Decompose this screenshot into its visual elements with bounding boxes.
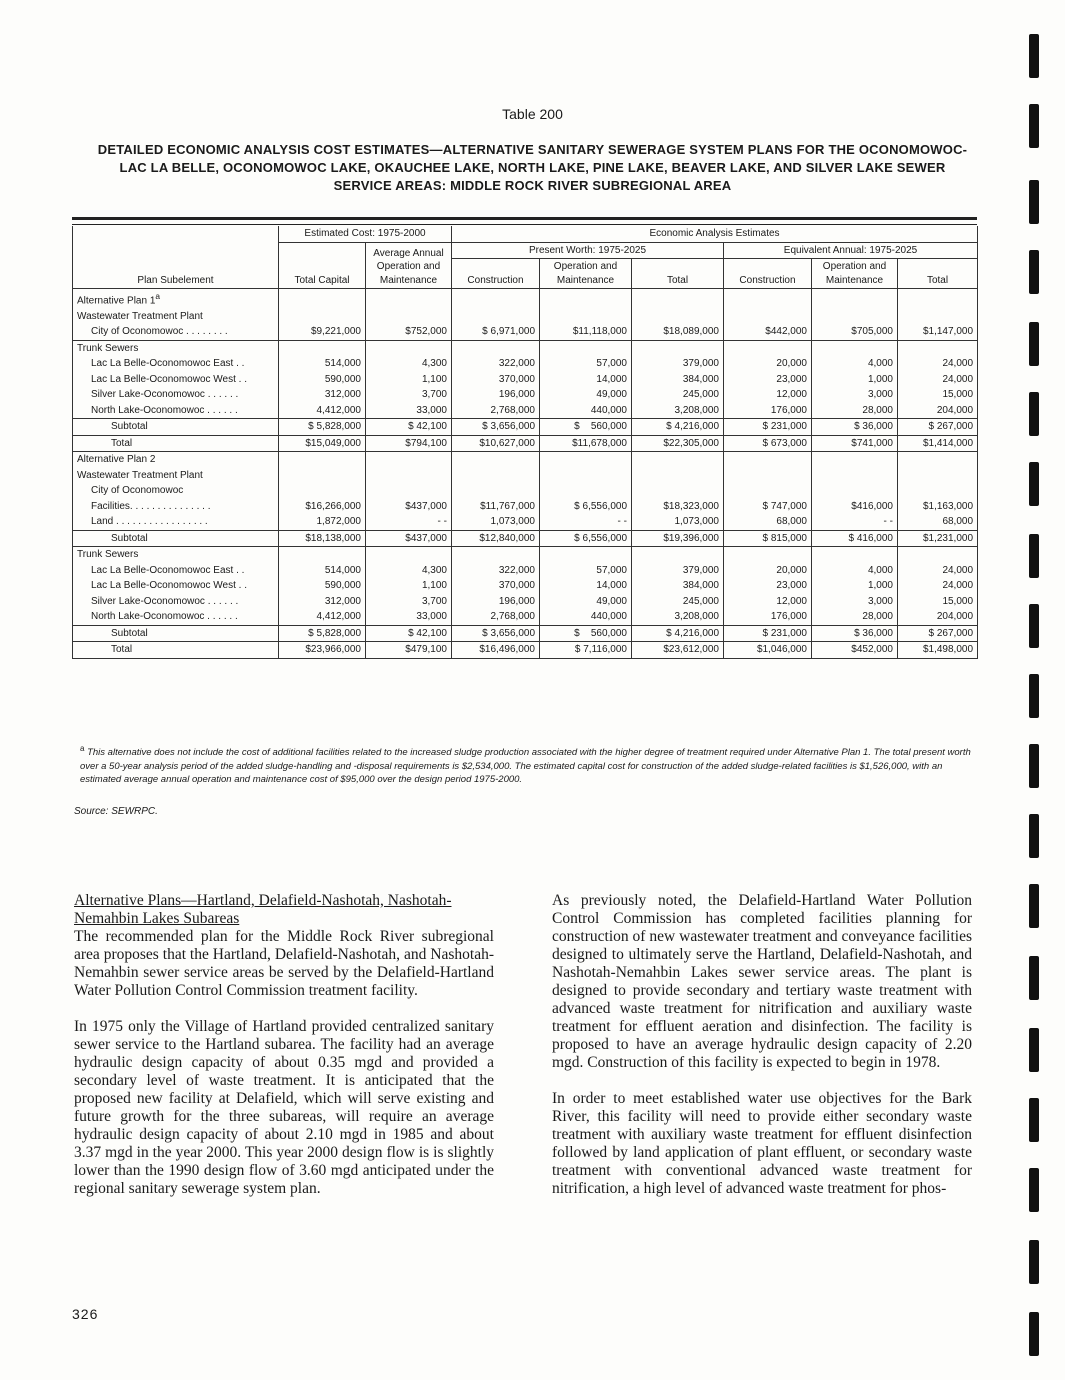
empty-cell: [540, 547, 632, 563]
section-label-text: Alternative Plan 1: [77, 295, 156, 307]
table-cell: $ 267,000: [898, 625, 978, 642]
header-present-worth: Present Worth: 1975-2025: [452, 242, 724, 259]
table-cell: $416,000: [812, 499, 898, 515]
table-cell: 196,000: [452, 387, 540, 403]
empty-cell: [540, 309, 632, 325]
table-cell: $ 5,828,000: [279, 625, 366, 642]
table-row: [73, 499, 978, 515]
empty-cell: [279, 289, 366, 309]
table-cell: $ 416,000: [812, 530, 898, 547]
table-row: [73, 356, 978, 372]
empty-cell: [812, 289, 898, 309]
header-ea-construction: Construction: [724, 259, 812, 289]
empty-cell: [724, 340, 812, 356]
empty-cell: [724, 468, 812, 484]
table-cell: 4,412,000: [279, 403, 366, 419]
table-top-rule-thin: [72, 224, 977, 225]
table-cell: 384,000: [632, 372, 724, 388]
table-cell: 3,000: [812, 594, 898, 610]
table-cell: 245,000: [632, 387, 724, 403]
table-cell: 24,000: [898, 578, 978, 594]
section-label-text: Alternative Plan 2: [77, 454, 156, 466]
empty-cell: [366, 289, 452, 309]
table-cell: $ 231,000: [724, 419, 812, 436]
empty-cell: [632, 483, 724, 499]
table-cell: 4,000: [812, 563, 898, 579]
paragraph: The recommended plan for the Middle Rock River subregional area proposes that the Hartland, Delafield-Nashotah, and Nashotah-Nemahbin sewer service areas be served by the Delafield-Hartland Water Pollution Control Commission treatment facility.: [74, 928, 494, 999]
table-cell: 204,000: [898, 403, 978, 419]
table-cell: 176,000: [724, 609, 812, 625]
table-cell: 322,000: [452, 563, 540, 579]
table-cell: 20,000: [724, 356, 812, 372]
table-cell: $23,612,000: [632, 642, 724, 659]
empty-cell: [279, 309, 366, 325]
row-label: Facilities. . . . . . . . . . . . . . .: [73, 499, 279, 515]
empty-cell: [898, 452, 978, 468]
table-cell: $ 36,000: [812, 419, 898, 436]
table-cell: $442,000: [724, 324, 812, 340]
table-row: [73, 514, 978, 530]
empty-cell: [452, 547, 540, 563]
left-column: [74, 892, 494, 1216]
table-cell: $ 6,556,000: [540, 530, 632, 547]
header-ea-om: Operation and Maintenance: [812, 259, 898, 289]
table-cell: $ 42,100: [366, 625, 452, 642]
empty-cell: [366, 452, 452, 468]
table-cell: 2,768,000: [452, 403, 540, 419]
table-cell: 24,000: [898, 563, 978, 579]
table-cell: $1,498,000: [898, 642, 978, 659]
row-label: Silver Lake-Oconomowoc . . . . . .: [73, 594, 279, 610]
table-number: Table 200: [502, 106, 563, 122]
row-label: North Lake-Oconomowoc . . . . . .: [73, 609, 279, 625]
row-label: Lac La Belle-Oconomowoc East . .: [73, 356, 279, 372]
table-cell: 4,300: [366, 356, 452, 372]
empty-cell: [898, 547, 978, 563]
table-cell: 12,000: [724, 387, 812, 403]
header-plan-subelement: Plan Subelement: [73, 226, 279, 289]
table-cell: 590,000: [279, 372, 366, 388]
table-cell: $ 560,000: [540, 419, 632, 436]
table-cell: 24,000: [898, 372, 978, 388]
table-cell: 312,000: [279, 387, 366, 403]
empty-cell: [632, 289, 724, 309]
table-cell: $437,000: [366, 499, 452, 515]
footnote-mark: a: [80, 744, 85, 753]
table-cell: $1,147,000: [898, 324, 978, 340]
table-cell: 49,000: [540, 594, 632, 610]
total-row: [73, 435, 978, 452]
table-section-label-row: [73, 468, 978, 484]
table-cell: 370,000: [452, 372, 540, 388]
empty-cell: [452, 289, 540, 309]
table-cell: 57,000: [540, 356, 632, 372]
empty-cell: [898, 289, 978, 309]
table-cell: $ 747,000: [724, 499, 812, 515]
row-label: City of Oconomowoc . . . . . . . .: [73, 324, 279, 340]
footnote-text: This alternative does not include the cost of additional facilities related to the increased sludge production associated with the higher degree of treatment required under Alternative Plan 1. The total present worth over a 50-year analysis period of the added sludge-handling and -disposal requirements is $2,534,000. The estimated capital cost for construction of the added sludge-related facilities is $1,526,000, with an estimated average annual operation and maintenance cost of $95,000 over the design period 1975-2000.: [80, 747, 971, 786]
table-cell: 440,000: [540, 609, 632, 625]
table-section-label-row: [73, 289, 978, 309]
table-cell: $10,627,000: [452, 435, 540, 452]
table-cell: $22,305,000: [632, 435, 724, 452]
table-cell: 15,000: [898, 594, 978, 610]
table-cell: 379,000: [632, 563, 724, 579]
table-cell: 33,000: [366, 609, 452, 625]
table-cell: 4,000: [812, 356, 898, 372]
section-label: [73, 483, 279, 499]
header-equivalent-annual: Equivalent Annual: 1975-2025: [724, 242, 978, 259]
table-cell: $ 560,000: [540, 625, 632, 642]
row-label: North Lake-Oconomowoc . . . . . .: [73, 403, 279, 419]
table-cell: 23,000: [724, 372, 812, 388]
table-cell: 1,872,000: [279, 514, 366, 530]
table-cell: 1,073,000: [452, 514, 540, 530]
table-cell: $ 7,116,000: [540, 642, 632, 659]
header-total-capital: Total Capital: [279, 242, 366, 289]
header-pw-om: Operation and Maintenance: [540, 259, 632, 289]
table-cell: 590,000: [279, 578, 366, 594]
table-cell: $ 5,828,000: [279, 419, 366, 436]
table-cell: - -: [366, 514, 452, 530]
table-cell: 14,000: [540, 372, 632, 388]
table-cell: 20,000: [724, 563, 812, 579]
paragraph: As previously noted, the Delafield-Hartland Water Pollution Control Commission has completed facilities planning for construction of new wastewater treatment and conveyance facilities designed to ultimately serve the Hartland, Delafield-Nashotah, and Nashotah-Nemahbin Lakes sewer service areas. The plant is designed to provide secondary and tertiary waste treatment with advanced waste treatment for nitrification and auxiliary waste treatment for effluent aeration and disinfection. The facility is proposed to have an average hydraulic design capacity of 2.20 mgd. Construction of this facility is expected to begin in 1978.: [552, 892, 972, 1071]
row-label: Subtotal: [73, 625, 279, 642]
empty-cell: [632, 340, 724, 356]
header-ea-total: Total: [898, 259, 978, 289]
table-cell: 4,412,000: [279, 609, 366, 625]
table-cell: $ 267,000: [898, 419, 978, 436]
table-cell: 204,000: [898, 609, 978, 625]
empty-cell: [540, 483, 632, 499]
table-row: [73, 387, 978, 403]
table-cell: 33,000: [366, 403, 452, 419]
table-row: [73, 609, 978, 625]
table-cell: $ 4,216,000: [632, 625, 724, 642]
table-cell: 245,000: [632, 594, 724, 610]
empty-cell: [898, 309, 978, 325]
table-cell: $1,163,000: [898, 499, 978, 515]
table-cell: $794,100: [366, 435, 452, 452]
row-label: Land . . . . . . . . . . . . . . . . .: [73, 514, 279, 530]
table-cell: 514,000: [279, 563, 366, 579]
empty-cell: [812, 483, 898, 499]
empty-cell: [366, 483, 452, 499]
table-cell: $ 3,656,000: [452, 625, 540, 642]
table-cell: 49,000: [540, 387, 632, 403]
empty-cell: [279, 468, 366, 484]
table-cell: $18,138,000: [279, 530, 366, 547]
table-cell: 28,000: [812, 403, 898, 419]
table-row: [73, 594, 978, 610]
section-label: [73, 452, 279, 468]
table-cell: $ 36,000: [812, 625, 898, 642]
page-number: 326: [72, 1306, 99, 1322]
empty-cell: [279, 547, 366, 563]
table-row: [73, 372, 978, 388]
table-cell: $ 6,556,000: [540, 499, 632, 515]
table-cell: $479,100: [366, 642, 452, 659]
empty-cell: [452, 483, 540, 499]
table-cell: $ 815,000: [724, 530, 812, 547]
header-avg-annual-om: Average Annual Operation and Maintenance: [366, 242, 452, 289]
empty-cell: [366, 309, 452, 325]
table-cell: 4,300: [366, 563, 452, 579]
table-cell: $15,049,000: [279, 435, 366, 452]
empty-cell: [632, 468, 724, 484]
empty-cell: [366, 468, 452, 484]
table-cell: $705,000: [812, 324, 898, 340]
table-cell: $ 231,000: [724, 625, 812, 642]
table-cell: 1,100: [366, 372, 452, 388]
empty-cell: [540, 468, 632, 484]
table-row: [73, 403, 978, 419]
empty-cell: [724, 483, 812, 499]
empty-cell: [366, 547, 452, 563]
table-cell: 23,000: [724, 578, 812, 594]
table-row: [73, 324, 978, 340]
table-cell: 1,073,000: [632, 514, 724, 530]
table-cell: $18,323,000: [632, 499, 724, 515]
table-cell: 68,000: [724, 514, 812, 530]
table-cell: 24,000: [898, 356, 978, 372]
table-header: [73, 226, 978, 289]
subtotal-row: [73, 530, 978, 547]
section-label: [73, 547, 279, 563]
table-cell: 28,000: [812, 609, 898, 625]
empty-cell: [724, 452, 812, 468]
table-cell: $752,000: [366, 324, 452, 340]
empty-cell: [632, 547, 724, 563]
table-cell: $16,266,000: [279, 499, 366, 515]
table-cell: 196,000: [452, 594, 540, 610]
table-cell: 3,700: [366, 387, 452, 403]
empty-cell: [452, 468, 540, 484]
table-cell: 322,000: [452, 356, 540, 372]
section-label: [73, 309, 279, 325]
table-cell: $16,496,000: [452, 642, 540, 659]
table-cell: 370,000: [452, 578, 540, 594]
table-cell: $19,396,000: [632, 530, 724, 547]
section-label-text: Trunk Sewers: [77, 342, 139, 354]
table-cell: $ 42,100: [366, 419, 452, 436]
row-label: Lac La Belle-Oconomowoc West . .: [73, 578, 279, 594]
right-column: [552, 892, 972, 1216]
table-cell: $11,678,000: [540, 435, 632, 452]
header-estimated-cost: Estimated Cost: 1975-2000: [279, 226, 452, 242]
table-cell: $11,118,000: [540, 324, 632, 340]
table-cell: 1,100: [366, 578, 452, 594]
empty-cell: [812, 309, 898, 325]
table-section-label-row: [73, 452, 978, 468]
table-cell: 176,000: [724, 403, 812, 419]
row-label: Subtotal: [73, 530, 279, 547]
table-row: [73, 563, 978, 579]
table-cell: $437,000: [366, 530, 452, 547]
empty-cell: [724, 309, 812, 325]
scan-registration-marks: [1029, 0, 1043, 1380]
section-label-text: Wastewater Treatment Plant: [77, 310, 203, 322]
table-cell: 3,700: [366, 594, 452, 610]
paragraph: In 1975 only the Village of Hartland provided centralized sanitary sewer service to the Hartland subarea. The facility had an average hydraulic design capacity of about 0.35 mgd and provided a secondary level of waste treatment. It is anticipated that the proposed new facility at Delafield, which will serve existing and future growth for the three subareas, will require an average hydraulic design capacity of about 2.10 mgd in 1985 and about 3.37 mgd in the year 2000. This year 2000 design flow is is slightly lower than the 1990 design flow of 3.60 mgd anticipated under the regional sanitary sewerage system plan.: [74, 1018, 494, 1197]
table-cell: 3,000: [812, 387, 898, 403]
table-cell: $23,966,000: [279, 642, 366, 659]
table-cell: 15,000: [898, 387, 978, 403]
table-cell: 68,000: [898, 514, 978, 530]
table-cell: $1,414,000: [898, 435, 978, 452]
table-cell: $ 6,971,000: [452, 324, 540, 340]
empty-cell: [812, 547, 898, 563]
table-cell: $741,000: [812, 435, 898, 452]
subtotal-row: [73, 419, 978, 436]
empty-cell: [632, 452, 724, 468]
table-cell: 57,000: [540, 563, 632, 579]
table-cell: - -: [812, 514, 898, 530]
table-cell: 1,000: [812, 578, 898, 594]
table-cell: - -: [540, 514, 632, 530]
table-cell: $12,840,000: [452, 530, 540, 547]
empty-cell: [452, 452, 540, 468]
empty-cell: [812, 468, 898, 484]
section-label: [73, 468, 279, 484]
table-cell: $ 673,000: [724, 435, 812, 452]
section-heading: Alternative Plans—Hartland, Delafield-Nashotah, Nashotah-Nemahbin Lakes Subareas: [74, 892, 452, 927]
empty-cell: [452, 309, 540, 325]
table-title: DETAILED ECONOMIC ANALYSIS COST ESTIMATES—ALTERNATIVE SANITARY SEWERAGE SYSTEM PLANS FOR THE OCONOMOWOC-LAC LA BELLE, OCONOMOWOC LAKE, OKAUCHEE LAKE, NORTH LAKE, PINE LAKE, BEAVER LAKE, AND SILVER LAKE SEWER SERVICE AREAS: MIDDLE ROCK RIVER SUBREGIONAL AREA: [97, 142, 968, 193]
row-label: Lac La Belle-Oconomowoc East . .: [73, 563, 279, 579]
row-label: Subtotal: [73, 419, 279, 436]
table-cell: $ 3,656,000: [452, 419, 540, 436]
header-pw-construction: Construction: [452, 259, 540, 289]
paragraph: In order to meet established water use objectives for the Bark River, this facility will need to provide either secondary waste treatment with auxiliary waste treatment for effluent disinfection followed by land application of plant effluent, or secondary waste treatment with conventional advanced waste treatment for nitrification, a high level of advanced waste treatment for phos-: [552, 1090, 972, 1197]
section-label-text: City of Oconomowoc: [91, 485, 184, 497]
table-section-label-row: [73, 547, 978, 563]
table-cell: $1,231,000: [898, 530, 978, 547]
empty-cell: [898, 483, 978, 499]
row-label: Total: [73, 435, 279, 452]
empty-cell: [279, 452, 366, 468]
table-row: [73, 578, 978, 594]
table-cell: 3,208,000: [632, 609, 724, 625]
table-cell: $9,221,000: [279, 324, 366, 340]
table-cell: $11,767,000: [452, 499, 540, 515]
table-cell: 514,000: [279, 356, 366, 372]
empty-cell: [812, 340, 898, 356]
empty-cell: [279, 483, 366, 499]
table-cell: 379,000: [632, 356, 724, 372]
empty-cell: [540, 340, 632, 356]
table-body: [73, 289, 978, 659]
table-cell: 440,000: [540, 403, 632, 419]
subtotal-row: [73, 625, 978, 642]
header-economic-analysis: Economic Analysis Estimates: [452, 226, 978, 242]
empty-cell: [366, 340, 452, 356]
table-cell: $ 4,216,000: [632, 419, 724, 436]
row-label: Total: [73, 642, 279, 659]
table-cell: $452,000: [812, 642, 898, 659]
section-label: [73, 340, 279, 356]
empty-cell: [724, 289, 812, 309]
table-cell: 1,000: [812, 372, 898, 388]
table-cell: 2,768,000: [452, 609, 540, 625]
row-label: Silver Lake-Oconomowoc . . . . . .: [73, 387, 279, 403]
table-cell: 384,000: [632, 578, 724, 594]
table-cell: $1,046,000: [724, 642, 812, 659]
empty-cell: [540, 452, 632, 468]
section-label-text: Trunk Sewers: [77, 549, 139, 561]
empty-cell: [279, 340, 366, 356]
table-cell: $18,089,000: [632, 324, 724, 340]
empty-cell: [812, 452, 898, 468]
table-cell: 12,000: [724, 594, 812, 610]
empty-cell: [632, 309, 724, 325]
empty-cell: [724, 547, 812, 563]
section-label-text: Wastewater Treatment Plant: [77, 469, 203, 481]
empty-cell: [452, 340, 540, 356]
table-top-rule: [72, 217, 977, 220]
table-footnote: [80, 742, 980, 787]
section-label: [73, 289, 279, 309]
table-cell: 312,000: [279, 594, 366, 610]
table-section-label-row: [73, 309, 978, 325]
empty-cell: [898, 340, 978, 356]
table-cell: 14,000: [540, 578, 632, 594]
table-section-label-row: [73, 340, 978, 356]
total-row: [73, 642, 978, 659]
row-label: Lac La Belle-Oconomowoc West . .: [73, 372, 279, 388]
table-section-label-row: [73, 483, 978, 499]
header-pw-total: Total: [632, 259, 724, 289]
table-source: Source: SEWRPC.: [74, 806, 158, 817]
table-cell: 3,208,000: [632, 403, 724, 419]
footnote-ref: a: [155, 291, 161, 301]
cost-estimates-table: [72, 226, 978, 659]
empty-cell: [898, 468, 978, 484]
empty-cell: [540, 289, 632, 309]
